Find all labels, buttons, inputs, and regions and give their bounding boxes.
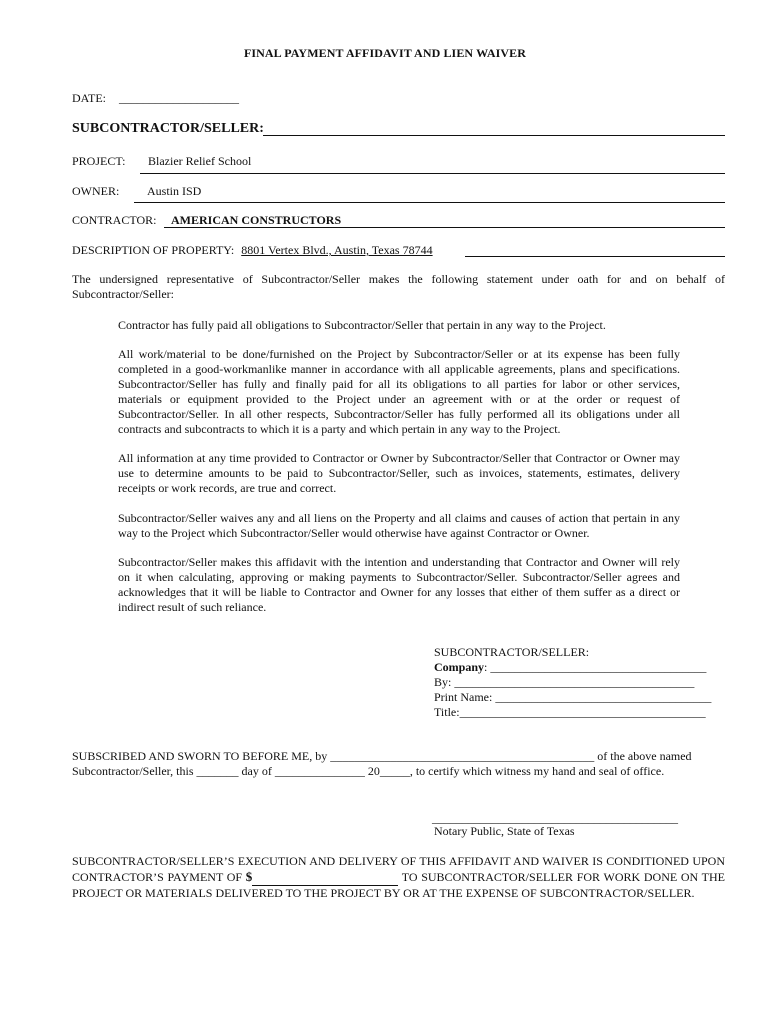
property-line [465, 256, 725, 257]
dollar-sign: $ [245, 869, 253, 884]
contractor-value: AMERICAN CONSTRUCTORS [171, 213, 342, 227]
statement-information-true: All information at any time provided to Contractor or Owner by Subcontractor/Seller that Contractor or Owner may use to determine amounts to be paid to Subcontractor/Seller, such as invoices, statements, estimates, delivery receipts or work records, are true and correct. [118, 451, 680, 495]
notary-signature-line[interactable]: _________________________________________ [432, 811, 678, 825]
project-value: Blazier Relief School [148, 154, 252, 168]
notary-label: Notary Public, State of Texas [434, 824, 575, 838]
project-line [140, 173, 725, 174]
payment-amount-blank[interactable] [252, 870, 398, 886]
project-row [72, 154, 725, 169]
owner-label: OWNER: [72, 184, 120, 198]
owner-row [72, 184, 725, 199]
title-row[interactable]: Title:_________________________________________ [434, 705, 706, 719]
date-label: DATE: [72, 91, 106, 105]
print-name-row[interactable]: Print Name: ____________________________________ [434, 690, 712, 704]
statement-reliance: Subcontractor/Seller makes this affidavit with the intention and understanding that Contractor and Owner will rely on it when calculating, approving or making payments to Subcontractor/Seller. Subcontractor/Seller agrees and acknowledges that it will be liable to Contractor and Owner for any losses that either of them suffer as a direct or indirect result of such reliance. [118, 555, 680, 614]
property-value: 8801 Vertex Blvd., Austin, Texas 78744 [241, 243, 433, 257]
statement-paid: Contractor has fully paid all obligations to Subcontractor/Seller that pertain in any way to the Project. [118, 318, 606, 332]
project-label: PROJECT: [72, 154, 126, 168]
conditional-text-2: TO SUBCONTRACTOR/SELLER FOR WORK DONE ON THE PROJECT OR MATERIALS DELIVERED TO THE PROJECT BY OR AT THE EXPENSE OF SUBCONTRACTOR/SELLER. [72, 870, 726, 900]
sworn-line-2: Subcontractor/Seller, this _______ day of _______________ 20_____, to certify which witness my hand and seal of office. [72, 764, 665, 778]
by-row[interactable]: By: ________________________________________ [434, 675, 695, 689]
owner-line [134, 202, 725, 203]
intro-paragraph: The undersigned representative of Subcontractor/Seller makes the following statement under oath for and on behalf of Subcontractor/Seller: [72, 272, 725, 301]
company-line: : ____________________________________ [484, 660, 707, 674]
contractor-line [164, 227, 725, 228]
contractor-label: CONTRACTOR: [72, 213, 157, 227]
company-label: Company [434, 660, 485, 674]
statement-lien-waiver: Subcontractor/Seller waives any and all liens on the Property and all claims and causes of action that pertain in any way to the Project which Subcontractor/Seller would otherwise have against Contractor or Owner. [118, 511, 680, 540]
document-title: FINAL PAYMENT AFFIDAVIT AND LIEN WAIVER [243, 46, 527, 60]
sworn-line-1: SUBSCRIBED AND SWORN TO BEFORE ME, by ____________________________________________ of the above named [72, 749, 692, 763]
company-row[interactable] [434, 660, 724, 675]
conditional-paragraph [72, 854, 725, 901]
contractor-row [72, 213, 725, 228]
subcontractor-line [263, 124, 725, 136]
signature-block [434, 645, 724, 720]
subcontractor-label: SUBCONTRACTOR/SELLER: [72, 121, 264, 136]
statement-work-completed: All work/material to be done/furnished on the Project by Subcontractor/Seller or at its expense has been fully completed in a good-workmanlike manner in accordance with all applicable agreements, plans and specifications. Subcontractor/Seller has fully and finally paid for all its obligations to all parties for labor or other services, materials or equipment provided to the Project under an agreement with or at the order or request of Subcontractor/Seller. In all other respects, Subcontractor/Seller has fully performed all its obligations under all contracts and subcontracts to which it is a party and which pertain in any way to the Project. [118, 347, 680, 436]
property-label: DESCRIPTION OF PROPERTY: [72, 243, 235, 257]
date-row [72, 91, 725, 106]
signature-heading: SUBCONTRACTOR/SELLER: [434, 645, 590, 659]
owner-value: Austin ISD [147, 184, 202, 198]
date-blank: ____________________ [119, 91, 239, 105]
conditional-text-1: SUBCONTRACTOR/SELLER’S EXECUTION AND DELIVERY OF THIS AFFIDAVIT AND WAIVER IS CONDITIONED UPON CONTRACTOR’S PAYMENT OF [72, 854, 725, 884]
